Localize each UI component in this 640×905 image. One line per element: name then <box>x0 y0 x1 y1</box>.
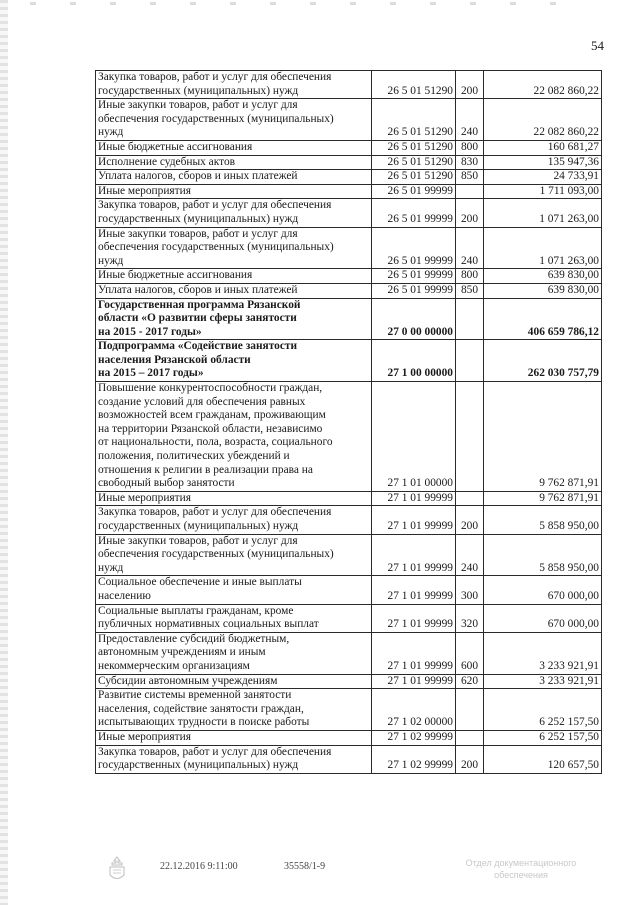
row-sum-cell: 1 071 263,00 <box>484 227 602 269</box>
row-sum-cell: 1 071 263,00 <box>484 199 602 227</box>
row-code-cell: 26 5 01 51290 <box>372 99 456 141</box>
row-name-cell: Иные мероприятия <box>96 491 372 506</box>
row-name-cell: Исполнение судебных актов <box>96 155 372 170</box>
table-row <box>96 283 602 298</box>
row-name-cell: Иные мероприятия <box>96 184 372 199</box>
table-row <box>96 382 602 492</box>
row-name-cell: Социальное обеспечение и иные выплаты населению <box>96 576 372 604</box>
row-sum-cell: 5 858 950,00 <box>484 534 602 576</box>
row-sum-cell: 6 252 157,50 <box>484 689 602 731</box>
table-row <box>96 227 602 269</box>
row-sum-cell: 120 657,50 <box>484 745 602 773</box>
table-row <box>96 140 602 155</box>
row-name-cell: Повышение конкурентоспособности граждан, создание условий для обеспечения равных возможностей всем гражданам, проживающим на территории Рязанской области, независимо от национальности, пола, возраста, социального положения, политических убеждений и отношения к религии в реализации права на свободный выбор занятости <box>96 382 372 492</box>
row-name-cell: Подпрограмма «Содействие занятости населения Рязанской области на 2015 – 2017 годы» <box>96 340 372 382</box>
table-row <box>96 340 602 382</box>
row-name-cell: Развитие системы временной занятости населения, содействие занятости граждан, испытывающих трудности в поиске работы <box>96 689 372 731</box>
table-row <box>96 71 602 99</box>
table-row <box>96 745 602 773</box>
row-expense-type-cell <box>456 184 484 199</box>
table-row <box>96 632 602 674</box>
row-expense-type-cell <box>456 491 484 506</box>
table-row <box>96 689 602 731</box>
row-expense-type-cell <box>456 689 484 731</box>
row-name-cell: Иные закупки товаров, работ и услуг для обеспечения государственных (муниципальных) нужд <box>96 227 372 269</box>
row-expense-type-cell <box>456 298 484 340</box>
row-name-cell: Уплата налогов, сборов и иных платежей <box>96 283 372 298</box>
row-sum-cell: 262 030 757,79 <box>484 340 602 382</box>
row-code-cell: 27 1 02 99999 <box>372 745 456 773</box>
row-expense-type-cell: 240 <box>456 227 484 269</box>
budget-table <box>95 70 602 774</box>
row-name-cell: Иные бюджетные ассигнования <box>96 269 372 284</box>
row-code-cell: 27 1 01 99999 <box>372 604 456 632</box>
row-sum-cell: 639 830,00 <box>484 283 602 298</box>
table-row <box>96 576 602 604</box>
row-sum-cell: 24 733,91 <box>484 170 602 185</box>
table-row <box>96 674 602 689</box>
table-row <box>96 269 602 284</box>
row-code-cell: 27 1 01 00000 <box>372 382 456 492</box>
row-name-cell: Иные мероприятия <box>96 730 372 745</box>
row-name-cell: Закупка товаров, работ и услуг для обеспечения государственных (муниципальных) нужд <box>96 745 372 773</box>
footer-stamp: Отдел документационного обеспечения <box>465 858 577 880</box>
coat-of-arms-icon <box>106 855 128 883</box>
row-name-cell: Иные закупки товаров, работ и услуг для обеспечения государственных (муниципальных) нужд <box>96 534 372 576</box>
row-expense-type-cell: 300 <box>456 576 484 604</box>
footer-date: 22.12.2016 9:11:00 <box>160 861 238 872</box>
row-name-cell: Закупка товаров, работ и услуг для обеспечения государственных (муниципальных) нужд <box>96 71 372 99</box>
scan-top-artifact <box>30 2 590 5</box>
row-expense-type-cell: 850 <box>456 170 484 185</box>
row-code-cell: 26 5 01 51290 <box>372 170 456 185</box>
row-expense-type-cell: 200 <box>456 199 484 227</box>
row-expense-type-cell: 620 <box>456 674 484 689</box>
row-code-cell: 27 0 00 00000 <box>372 298 456 340</box>
row-sum-cell: 639 830,00 <box>484 269 602 284</box>
row-code-cell: 27 1 02 99999 <box>372 730 456 745</box>
row-sum-cell: 406 659 786,12 <box>484 298 602 340</box>
row-expense-type-cell: 600 <box>456 632 484 674</box>
row-sum-cell: 670 000,00 <box>484 576 602 604</box>
row-name-cell: Государственная программа Рязанской области «О развитии сферы занятости на 2015 - 2017 годы» <box>96 298 372 340</box>
table-row <box>96 298 602 340</box>
row-expense-type-cell: 320 <box>456 604 484 632</box>
row-sum-cell: 9 762 871,91 <box>484 382 602 492</box>
row-name-cell: Иные бюджетные ассигнования <box>96 140 372 155</box>
row-code-cell: 26 5 01 99999 <box>372 199 456 227</box>
row-sum-cell: 9 762 871,91 <box>484 491 602 506</box>
row-code-cell: 27 1 01 99999 <box>372 576 456 604</box>
row-expense-type-cell: 240 <box>456 534 484 576</box>
row-code-cell: 26 5 01 99999 <box>372 227 456 269</box>
scan-edge-artifact <box>0 0 8 905</box>
table-row <box>96 730 602 745</box>
row-code-cell: 27 1 01 99999 <box>372 674 456 689</box>
row-expense-type-cell: 240 <box>456 99 484 141</box>
row-code-cell: 27 1 01 99999 <box>372 534 456 576</box>
row-expense-type-cell <box>456 382 484 492</box>
row-expense-type-cell <box>456 730 484 745</box>
table-row <box>96 184 602 199</box>
page-footer <box>0 855 640 895</box>
row-code-cell: 26 5 01 99999 <box>372 184 456 199</box>
row-sum-cell: 160 681,27 <box>484 140 602 155</box>
row-expense-type-cell: 200 <box>456 745 484 773</box>
row-name-cell: Иные закупки товаров, работ и услуг для обеспечения государственных (муниципальных) нужд <box>96 99 372 141</box>
table-row <box>96 534 602 576</box>
row-sum-cell: 3 233 921,91 <box>484 674 602 689</box>
row-name-cell: Социальные выплаты гражданам, кроме публичных нормативных социальных выплат <box>96 604 372 632</box>
row-code-cell: 27 1 01 99999 <box>372 491 456 506</box>
row-code-cell: 27 1 01 99999 <box>372 506 456 534</box>
row-name-cell: Закупка товаров, работ и услуг для обеспечения государственных (муниципальных) нужд <box>96 506 372 534</box>
row-expense-type-cell: 200 <box>456 506 484 534</box>
row-code-cell: 27 1 02 00000 <box>372 689 456 731</box>
row-code-cell: 26 5 01 51290 <box>372 140 456 155</box>
row-sum-cell: 135 947,36 <box>484 155 602 170</box>
row-name-cell: Закупка товаров, работ и услуг для обеспечения государственных (муниципальных) нужд <box>96 199 372 227</box>
budget-table-body <box>96 71 602 774</box>
row-expense-type-cell: 800 <box>456 140 484 155</box>
row-expense-type-cell: 800 <box>456 269 484 284</box>
table-row <box>96 604 602 632</box>
table-row <box>96 199 602 227</box>
row-sum-cell: 5 858 950,00 <box>484 506 602 534</box>
row-code-cell: 27 1 01 99999 <box>372 632 456 674</box>
row-sum-cell: 1 711 093,00 <box>484 184 602 199</box>
row-expense-type-cell: 830 <box>456 155 484 170</box>
table-row <box>96 506 602 534</box>
footer-doc-number: 35558/1-9 <box>284 861 326 872</box>
row-code-cell: 26 5 01 99999 <box>372 269 456 284</box>
row-code-cell: 27 1 00 00000 <box>372 340 456 382</box>
page-number: 54 <box>591 38 604 53</box>
row-code-cell: 26 5 01 51290 <box>372 155 456 170</box>
row-sum-cell: 22 082 860,22 <box>484 71 602 99</box>
table-row <box>96 491 602 506</box>
row-code-cell: 26 5 01 51290 <box>372 71 456 99</box>
row-sum-cell: 6 252 157,50 <box>484 730 602 745</box>
row-expense-type-cell: 850 <box>456 283 484 298</box>
row-sum-cell: 3 233 921,91 <box>484 632 602 674</box>
row-expense-type-cell: 200 <box>456 71 484 99</box>
row-name-cell: Предоставление субсидий бюджетным, автономным учреждениям и иным некоммерческим организациям <box>96 632 372 674</box>
row-sum-cell: 22 082 860,22 <box>484 99 602 141</box>
row-name-cell: Уплата налогов, сборов и иных платежей <box>96 170 372 185</box>
table-row <box>96 155 602 170</box>
row-code-cell: 26 5 01 99999 <box>372 283 456 298</box>
row-name-cell: Субсидии автономным учреждениям <box>96 674 372 689</box>
row-expense-type-cell <box>456 340 484 382</box>
table-row <box>96 170 602 185</box>
row-sum-cell: 670 000,00 <box>484 604 602 632</box>
table-row <box>96 99 602 141</box>
